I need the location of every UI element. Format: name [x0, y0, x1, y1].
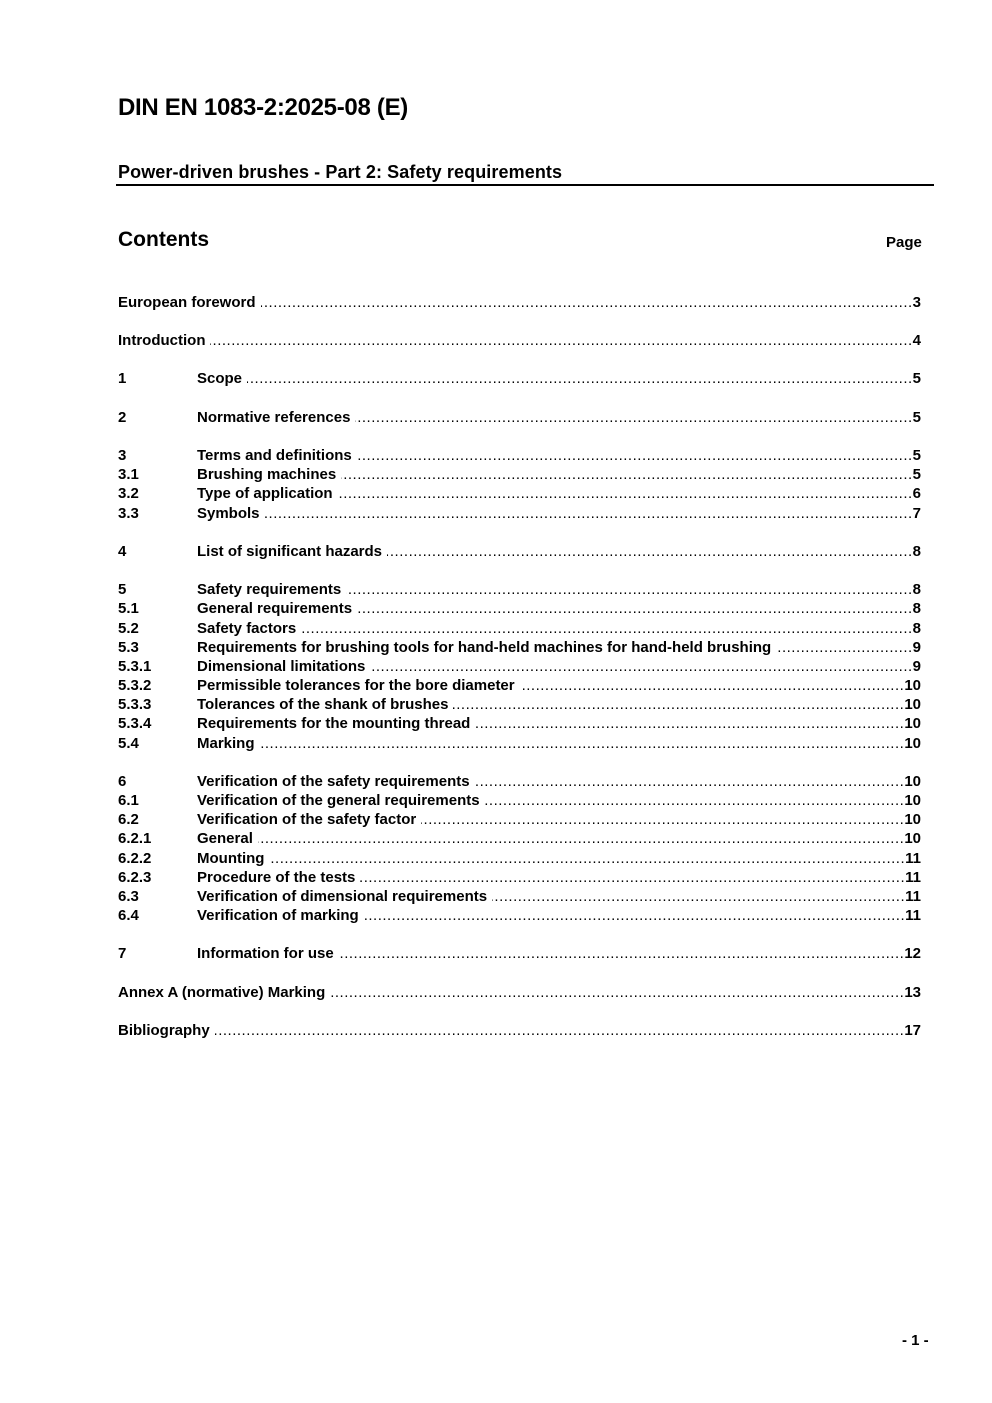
- toc-entry-number: 6.1: [118, 792, 139, 809]
- toc-dot-leader: [357, 599, 913, 618]
- toc-entry-page: 7: [912, 505, 921, 522]
- toc-entry-title: General requirements: [197, 600, 353, 617]
- toc-entry-number: 5.1: [118, 600, 139, 617]
- toc-entry-number: 3.1: [118, 466, 139, 483]
- toc-entry[interactable]: [118, 484, 921, 503]
- toc-dot-leader: [247, 369, 913, 388]
- toc-entry-title: Verification of the general requirements: [197, 792, 480, 809]
- toc-entry-title: Verification of dimensional requirements: [197, 888, 488, 905]
- toc-entry-page: 6: [912, 485, 921, 502]
- toc-entry-number: 5.4: [118, 735, 139, 752]
- toc-dot-leader: [421, 810, 904, 829]
- toc-entry-page: 5: [912, 447, 921, 464]
- toc-entry-number: 3: [118, 447, 127, 464]
- toc-entry-title: European foreword: [118, 294, 256, 311]
- toc-entry-number: 3.3: [118, 505, 139, 522]
- toc-entry[interactable]: [118, 619, 921, 638]
- toc-dot-leader: [776, 638, 912, 657]
- toc-entry-page: 8: [912, 581, 921, 598]
- toc-dot-leader: [492, 887, 905, 906]
- toc-entry[interactable]: [118, 714, 921, 733]
- toc-entry-title: Safety requirements: [197, 581, 342, 598]
- toc-entry-page: 10: [904, 792, 921, 809]
- toc-dot-leader: [330, 983, 904, 1002]
- toc-entry-page: 5: [912, 466, 921, 483]
- toc-entry[interactable]: [118, 944, 921, 963]
- toc-entry[interactable]: [118, 676, 921, 695]
- toc-entry-title: Safety factors: [197, 620, 297, 637]
- toc-entry-page: 10: [904, 735, 921, 752]
- toc-entry[interactable]: [118, 810, 921, 829]
- toc-entry-page: 17: [904, 1022, 921, 1039]
- toc-entry-title: Requirements for the mounting thread: [197, 715, 471, 732]
- toc-dot-leader: [475, 772, 905, 791]
- toc-dot-leader: [357, 446, 913, 465]
- toc-entry-title: List of significant hazards: [197, 543, 383, 560]
- toc-entry-page: 10: [904, 773, 921, 790]
- toc-entry-title: Procedure of the tests: [197, 869, 356, 886]
- toc-entry-title: Requirements for brushing tools for hand-held machines for hand-held brushing: [197, 639, 772, 656]
- toc-entry-page: 10: [904, 677, 921, 694]
- toc-entry[interactable]: [118, 369, 921, 388]
- toc-entry-number: 5.3.4: [118, 715, 152, 732]
- document-subtitle: Power-driven brushes - Part 2: Safety requirements: [118, 162, 563, 182]
- toc-entry-page: 11: [905, 888, 921, 905]
- page-column-label: Page: [886, 234, 922, 251]
- toc-dot-leader: [364, 906, 905, 925]
- subtitle-block: [116, 162, 934, 186]
- toc-entry-page: 8: [912, 600, 921, 617]
- toc-entry-title: Verification of the safety factor: [197, 811, 417, 828]
- toc-dot-leader: [265, 504, 913, 523]
- toc-entry-title: Brushing machines: [197, 466, 337, 483]
- toc-entry[interactable]: [118, 542, 921, 561]
- toc-dot-leader: [387, 542, 913, 561]
- toc-entry[interactable]: [118, 331, 921, 350]
- toc-entry-page: 13: [904, 984, 921, 1001]
- toc-entry[interactable]: [118, 465, 921, 484]
- toc-entry-page: 9: [912, 658, 921, 675]
- toc-dot-leader: [360, 868, 905, 887]
- toc-entry-number: 5.3.1: [118, 658, 152, 675]
- toc-dot-leader: [346, 580, 912, 599]
- toc-entry-title: Marking: [197, 735, 255, 752]
- toc-entry[interactable]: [118, 293, 921, 312]
- toc-entry-number: 6.2.3: [118, 869, 152, 886]
- toc-entry-title: Scope: [197, 370, 243, 387]
- toc-entry[interactable]: [118, 983, 921, 1002]
- toc-entry[interactable]: [118, 695, 921, 714]
- toc-entry[interactable]: [118, 906, 921, 925]
- toc-entry-number: 6: [118, 773, 127, 790]
- toc-entry-number: 5.3.2: [118, 677, 152, 694]
- toc-dot-leader: [453, 695, 904, 714]
- footer-page-number: - 1 -: [902, 1332, 929, 1349]
- toc-entry-number: 7: [118, 945, 127, 962]
- toc-entry-number: 2: [118, 409, 127, 426]
- toc-dot-leader: [258, 829, 904, 848]
- toc-dot-leader: [215, 1021, 905, 1040]
- toc-entry-title: General: [197, 830, 253, 847]
- toc-entry-page: 11: [905, 850, 921, 867]
- toc-entry-number: 6.4: [118, 907, 139, 924]
- toc-entry[interactable]: [118, 408, 921, 427]
- toc-entry[interactable]: [118, 504, 921, 523]
- toc-entry[interactable]: [118, 599, 921, 618]
- toc-entry[interactable]: [118, 580, 921, 599]
- toc-entry-page: 10: [904, 830, 921, 847]
- toc-entry-title: Information for use: [197, 945, 334, 962]
- toc-entry-title: Introduction: [118, 332, 206, 349]
- toc-entry-title: Terms and definitions: [197, 447, 352, 464]
- toc-entry-title: Tolerances of the shank of brushes: [197, 696, 449, 713]
- contents-heading: Contents: [118, 228, 209, 251]
- toc-entry-page: 12: [904, 945, 921, 962]
- toc-dot-leader: [341, 465, 912, 484]
- toc-dot-leader: [269, 849, 905, 868]
- toc-entry-number: 1: [118, 370, 127, 387]
- toc-entry[interactable]: [118, 638, 921, 657]
- toc-entry-number: 6.2.1: [118, 830, 152, 847]
- toc-dot-leader: [338, 484, 913, 503]
- toc-entry-page: 9: [912, 639, 921, 656]
- toc-entry-page: 10: [904, 715, 921, 732]
- toc-entry-page: 11: [905, 907, 921, 924]
- toc-dot-leader: [355, 408, 912, 427]
- toc-entry[interactable]: [118, 657, 921, 676]
- toc-entry[interactable]: [118, 446, 921, 465]
- toc-entry[interactable]: [118, 772, 921, 791]
- toc-entry-number: 5.3: [118, 639, 139, 656]
- toc-dot-leader: [261, 293, 913, 312]
- toc-entry-title: Dimensional limitations: [197, 658, 366, 675]
- toc-entry-number: 5: [118, 581, 127, 598]
- toc-dot-leader: [339, 944, 905, 963]
- toc-entry-title: Type of application: [197, 485, 333, 502]
- toc-entry[interactable]: [118, 849, 921, 868]
- toc-dot-leader: [475, 714, 904, 733]
- toc-entry-number: 5.2: [118, 620, 139, 637]
- toc-entry-title: Symbols: [197, 505, 260, 522]
- toc-entry-number: 6.2: [118, 811, 139, 828]
- toc-entry[interactable]: [118, 887, 921, 906]
- toc-entry-title: Mounting: [197, 850, 265, 867]
- toc-entry-page: 5: [912, 370, 921, 387]
- toc-entry-page: 8: [912, 543, 921, 560]
- toc-entry-number: 6.3: [118, 888, 139, 905]
- toc-entry-title: Normative references: [197, 409, 351, 426]
- toc-dot-leader: [485, 791, 905, 810]
- toc-dot-leader: [210, 331, 912, 350]
- toc-entry-title: Bibliography: [118, 1022, 210, 1039]
- toc-entry-page: 10: [904, 696, 921, 713]
- toc-entry[interactable]: [118, 868, 921, 887]
- toc-entry-title: Verification of marking: [197, 907, 359, 924]
- toc-entry-number: 4: [118, 543, 127, 560]
- toc-dot-leader: [370, 657, 912, 676]
- toc-entry-page: 3: [912, 294, 921, 311]
- toc-dot-leader: [260, 734, 905, 753]
- toc-entry-page: 4: [912, 332, 921, 349]
- toc-entry[interactable]: [118, 734, 921, 753]
- toc-entry-number: 5.3.3: [118, 696, 152, 713]
- toc-entry-number: 6.2.2: [118, 850, 152, 867]
- toc-entry[interactable]: [118, 829, 921, 848]
- document-id: DIN EN 1083-2:2025-08 (E): [118, 94, 408, 121]
- toc-entry[interactable]: [118, 1021, 921, 1040]
- toc-dot-leader: [520, 676, 905, 695]
- toc-entry-number: 3.2: [118, 485, 139, 502]
- toc-entry[interactable]: [118, 791, 921, 810]
- toc-entry-page: 5: [912, 409, 921, 426]
- toc-entry-title: Permissible tolerances for the bore diameter: [197, 677, 515, 694]
- toc-entry-title: Annex A (normative) Marking: [118, 984, 326, 1001]
- toc-entry-title: Verification of the safety requirements: [197, 773, 470, 790]
- toc-entry-page: 11: [905, 869, 921, 886]
- toc-dot-leader: [301, 619, 912, 638]
- toc-entry-page: 8: [912, 620, 921, 637]
- toc-entry-page: 10: [904, 811, 921, 828]
